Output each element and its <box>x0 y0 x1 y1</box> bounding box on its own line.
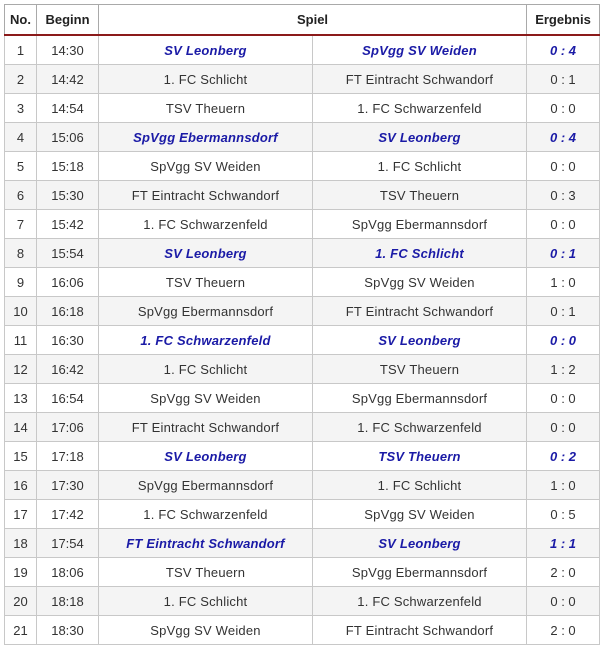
table-row <box>5 326 600 355</box>
result-cell: 0 : 0 <box>527 384 600 413</box>
result-cell: 0 : 0 <box>527 94 600 123</box>
match-time-cell: 15:06 <box>37 123 99 152</box>
match-time-cell: 17:42 <box>37 500 99 529</box>
away-team-cell: SpVgg Ebermannsdorf <box>313 558 527 587</box>
home-team-cell: 1. FC Schlicht <box>99 65 313 94</box>
result-cell: 0 : 0 <box>527 413 600 442</box>
table-row <box>5 558 600 587</box>
column-header-ergebnis: Ergebnis <box>527 5 600 36</box>
away-team-cell: SpVgg SV Weiden <box>313 500 527 529</box>
match-time-cell: 15:18 <box>37 152 99 181</box>
schedule-container <box>4 4 599 645</box>
table-row <box>5 65 600 94</box>
home-team-cell: SpVgg Ebermannsdorf <box>99 123 313 152</box>
home-team-cell: TSV Theuern <box>99 94 313 123</box>
table-row <box>5 442 600 471</box>
away-team-cell: 1. FC Schwarzenfeld <box>313 413 527 442</box>
table-row <box>5 181 600 210</box>
match-number-cell: 7 <box>5 210 37 239</box>
away-team-cell: 1. FC Schwarzenfeld <box>313 94 527 123</box>
away-team-cell: TSV Theuern <box>313 181 527 210</box>
result-cell: 1 : 0 <box>527 471 600 500</box>
table-row <box>5 384 600 413</box>
table-row <box>5 413 600 442</box>
away-team-cell: SV Leonberg <box>313 326 527 355</box>
result-cell: 1 : 2 <box>527 355 600 384</box>
away-team-cell: FT Eintracht Schwandorf <box>313 65 527 94</box>
home-team-cell: 1. FC Schlicht <box>99 355 313 384</box>
result-cell: 0 : 0 <box>527 152 600 181</box>
match-number-cell: 13 <box>5 384 37 413</box>
match-time-cell: 14:42 <box>37 65 99 94</box>
table-row <box>5 268 600 297</box>
match-time-cell: 16:18 <box>37 297 99 326</box>
match-time-cell: 15:42 <box>37 210 99 239</box>
match-number-cell: 3 <box>5 94 37 123</box>
column-header-spiel: Spiel <box>99 5 527 36</box>
result-cell: 2 : 0 <box>527 558 600 587</box>
match-time-cell: 17:54 <box>37 529 99 558</box>
match-number-cell: 4 <box>5 123 37 152</box>
table-row <box>5 500 600 529</box>
column-header-beginn: Beginn <box>37 5 99 36</box>
home-team-cell: SpVgg Ebermannsdorf <box>99 471 313 500</box>
away-team-cell: SV Leonberg <box>313 529 527 558</box>
table-row <box>5 355 600 384</box>
match-time-cell: 17:30 <box>37 471 99 500</box>
result-cell: 0 : 3 <box>527 181 600 210</box>
match-number-cell: 20 <box>5 587 37 616</box>
result-cell: 0 : 0 <box>527 210 600 239</box>
result-cell: 0 : 5 <box>527 500 600 529</box>
away-team-cell: 1. FC Schwarzenfeld <box>313 587 527 616</box>
table-row <box>5 616 600 645</box>
match-number-cell: 19 <box>5 558 37 587</box>
away-team-cell: TSV Theuern <box>313 355 527 384</box>
match-number-cell: 16 <box>5 471 37 500</box>
away-team-cell: SV Leonberg <box>313 123 527 152</box>
match-number-cell: 15 <box>5 442 37 471</box>
away-team-cell: SpVgg Ebermannsdorf <box>313 384 527 413</box>
result-cell: 0 : 0 <box>527 587 600 616</box>
table-row <box>5 471 600 500</box>
result-cell: 0 : 4 <box>527 123 600 152</box>
table-row <box>5 210 600 239</box>
home-team-cell: FT Eintracht Schwandorf <box>99 181 313 210</box>
home-team-cell: SpVgg SV Weiden <box>99 616 313 645</box>
table-header-row <box>5 5 600 36</box>
match-number-cell: 2 <box>5 65 37 94</box>
table-row <box>5 587 600 616</box>
match-time-cell: 15:30 <box>37 181 99 210</box>
result-cell: 0 : 1 <box>527 297 600 326</box>
away-team-cell: FT Eintracht Schwandorf <box>313 616 527 645</box>
match-time-cell: 17:18 <box>37 442 99 471</box>
home-team-cell: SpVgg SV Weiden <box>99 384 313 413</box>
away-team-cell: TSV Theuern <box>313 442 527 471</box>
home-team-cell: SV Leonberg <box>99 35 313 65</box>
match-time-cell: 16:54 <box>37 384 99 413</box>
match-time-cell: 18:30 <box>37 616 99 645</box>
home-team-cell: TSV Theuern <box>99 558 313 587</box>
match-schedule-table <box>4 4 600 645</box>
table-row <box>5 152 600 181</box>
table-row <box>5 35 600 65</box>
away-team-cell: SpVgg SV Weiden <box>313 268 527 297</box>
away-team-cell: 1. FC Schlicht <box>313 471 527 500</box>
home-team-cell: 1. FC Schwarzenfeld <box>99 326 313 355</box>
home-team-cell: FT Eintracht Schwandorf <box>99 413 313 442</box>
match-time-cell: 18:18 <box>37 587 99 616</box>
match-time-cell: 16:42 <box>37 355 99 384</box>
match-number-cell: 18 <box>5 529 37 558</box>
match-time-cell: 14:54 <box>37 94 99 123</box>
away-team-cell: SpVgg Ebermannsdorf <box>313 210 527 239</box>
result-cell: 1 : 1 <box>527 529 600 558</box>
home-team-cell: FT Eintracht Schwandorf <box>99 529 313 558</box>
away-team-cell: SpVgg SV Weiden <box>313 35 527 65</box>
match-number-cell: 9 <box>5 268 37 297</box>
match-number-cell: 5 <box>5 152 37 181</box>
home-team-cell: TSV Theuern <box>99 268 313 297</box>
home-team-cell: 1. FC Schlicht <box>99 587 313 616</box>
table-row <box>5 529 600 558</box>
table-body <box>5 35 600 645</box>
match-number-cell: 17 <box>5 500 37 529</box>
away-team-cell: 1. FC Schlicht <box>313 239 527 268</box>
home-team-cell: 1. FC Schwarzenfeld <box>99 500 313 529</box>
result-cell: 1 : 0 <box>527 268 600 297</box>
result-cell: 0 : 1 <box>527 239 600 268</box>
result-cell: 2 : 0 <box>527 616 600 645</box>
home-team-cell: SV Leonberg <box>99 442 313 471</box>
home-team-cell: SpVgg Ebermannsdorf <box>99 297 313 326</box>
match-time-cell: 18:06 <box>37 558 99 587</box>
table-row <box>5 94 600 123</box>
match-number-cell: 12 <box>5 355 37 384</box>
match-number-cell: 8 <box>5 239 37 268</box>
match-time-cell: 14:30 <box>37 35 99 65</box>
table-row <box>5 123 600 152</box>
match-number-cell: 6 <box>5 181 37 210</box>
match-time-cell: 16:30 <box>37 326 99 355</box>
away-team-cell: 1. FC Schlicht <box>313 152 527 181</box>
table-row <box>5 239 600 268</box>
result-cell: 0 : 1 <box>527 65 600 94</box>
home-team-cell: SV Leonberg <box>99 239 313 268</box>
match-time-cell: 15:54 <box>37 239 99 268</box>
match-number-cell: 14 <box>5 413 37 442</box>
result-cell: 0 : 4 <box>527 35 600 65</box>
column-header-no: No. <box>5 5 37 36</box>
home-team-cell: 1. FC Schwarzenfeld <box>99 210 313 239</box>
result-cell: 0 : 2 <box>527 442 600 471</box>
result-cell: 0 : 0 <box>527 326 600 355</box>
match-number-cell: 11 <box>5 326 37 355</box>
match-number-cell: 1 <box>5 35 37 65</box>
match-time-cell: 16:06 <box>37 268 99 297</box>
match-number-cell: 21 <box>5 616 37 645</box>
match-time-cell: 17:06 <box>37 413 99 442</box>
match-number-cell: 10 <box>5 297 37 326</box>
away-team-cell: FT Eintracht Schwandorf <box>313 297 527 326</box>
home-team-cell: SpVgg SV Weiden <box>99 152 313 181</box>
table-row <box>5 297 600 326</box>
